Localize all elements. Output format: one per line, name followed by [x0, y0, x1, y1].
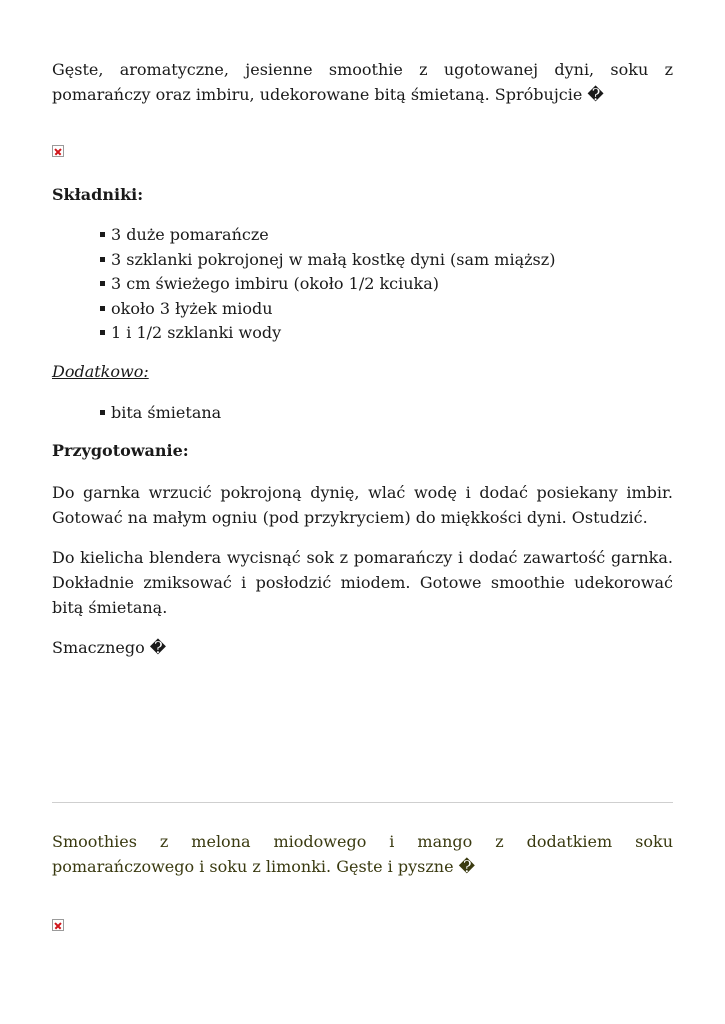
preparation-heading: Przygotowanie: — [52, 441, 189, 460]
list-item: 3 cm świeżego imbiru (około 1/2 kciuka) — [100, 271, 555, 296]
list-item: około 3 łyżek miodu — [100, 296, 555, 321]
ingredients-list — [100, 222, 555, 345]
next-post-teaser[interactable]: Smoothies z melona miodowego i mango z dodatkiem soku pomarańczowego i soku z limonki. Gęste i pyszne � — [52, 832, 673, 876]
divider — [52, 802, 673, 803]
list-item: 1 i 1/2 szklanki wody — [100, 320, 555, 345]
extras-label: Dodatkowo: — [52, 362, 149, 381]
extras-list — [100, 400, 221, 425]
list-item: 3 duże pomarańcze — [100, 222, 555, 247]
preparation-step: Do kielicha blendera wycisnąć sok z pomarańczy i dodać zawartość garnka. Dokładnie zmiksować i posłodzić miodem. Gotowe smoothie udekorować bitą śmietaną. — [52, 548, 673, 617]
broken-image-icon — [52, 919, 64, 931]
intro-paragraph: Gęste, aromatyczne, jesienne smoothie z ugotowanej dyni, soku z pomarańczy oraz imbiru, udekorowane bitą śmietaną. Spróbujcie � — [52, 60, 673, 104]
preparation-step: Do garnka wrzucić pokrojoną dynię, wlać wodę i dodać posiekany imbir. Gotować na małym ogniu (pod przykryciem) do miękkości dyni. Ostudzić. — [52, 483, 673, 527]
closing-text: Smacznego � — [52, 638, 167, 657]
ingredients-heading: Składniki: — [52, 185, 144, 204]
list-item: 3 szklanki pokrojonej w małą kostkę dyni (sam miąższ) — [100, 247, 555, 272]
broken-image-icon — [52, 145, 64, 157]
list-item: bita śmietana — [100, 400, 221, 425]
